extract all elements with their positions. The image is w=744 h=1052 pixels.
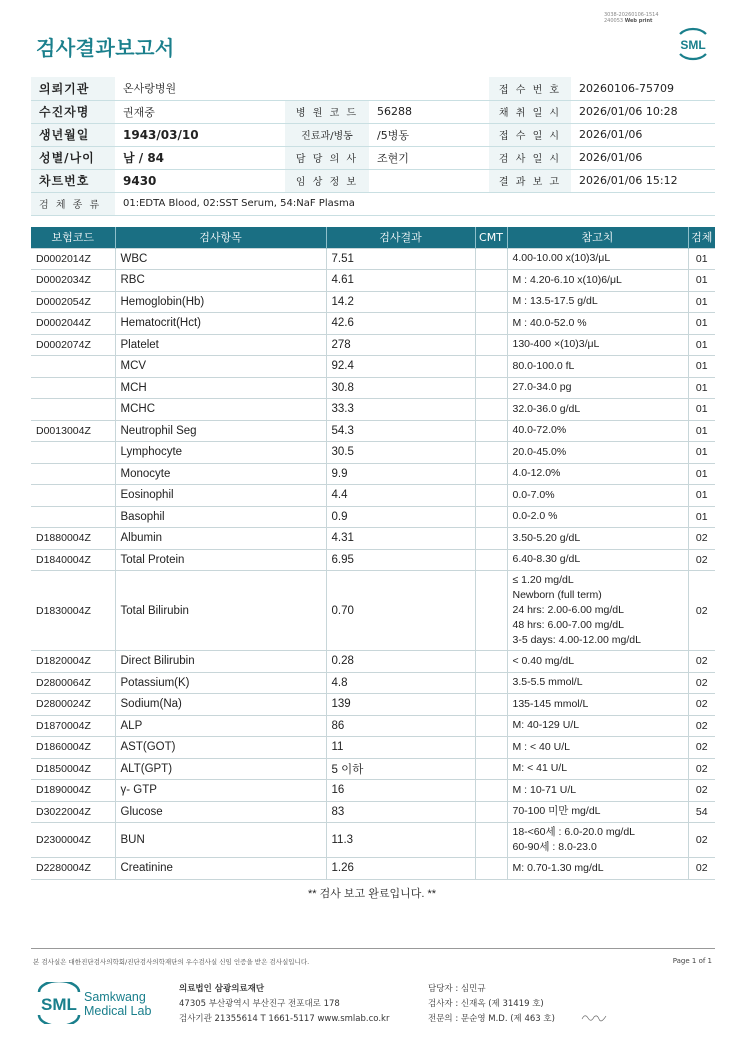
table-row [31,758,715,780]
cell-ref [507,442,688,464]
cell-item: Total Protein [115,549,326,571]
cell-result: 0.9 [326,506,475,528]
ref-line: 3-5 days: 4.00-12.00 mg/dL [512,634,641,646]
cell-code: D1860004Z [31,737,115,759]
cell-ref [507,528,688,550]
logo-top-text: SML [680,38,706,52]
logo-bottom-text: SML [41,995,77,1014]
sex-age: 남 / 84 [115,146,285,169]
cell-specimen: 01 [688,248,715,270]
table-row [31,801,715,823]
chart-number: 9430 [115,169,285,192]
cell-cmt [475,528,507,550]
cell-item: ALP [115,715,326,737]
cell-code: D0002014Z [31,248,115,270]
patient-label: 수진자명 [31,100,115,123]
cell-item: ALT(GPT) [115,758,326,780]
request-org: 온사랑병원 [115,77,489,100]
ref-line: M : 10-71 U/L [512,783,577,796]
ref-line: M : 40.0-52.0 % [512,316,587,329]
ref-line: M : 13.5-17.5 g/dL [512,295,598,308]
cell-result: 42.6 [326,313,475,335]
cell-specimen: 54 [688,801,715,823]
ref-line: M: 40-129 U/L [512,719,580,732]
receipt-date-label: 접 수 일 시 [489,123,571,146]
table-row [31,442,715,464]
cell-item: Albumin [115,528,326,550]
cell-cmt [475,715,507,737]
dept-label: 진료과/병동 [285,123,369,146]
cell-ref [507,858,688,880]
cell-specimen: 01 [688,463,715,485]
hospital-code: 56288 [369,100,489,123]
cell-item: MCH [115,377,326,399]
cell-cmt [475,758,507,780]
cell-specimen: 01 [688,334,715,356]
cell-specimen: 01 [688,442,715,464]
ref-line: M: < 41 U/L [512,762,568,775]
cell-specimen: 01 [688,485,715,507]
doctor-label: 담 당 의 사 [285,146,369,169]
ref-line: 24 hrs: 2.00-6.00 mg/dL [512,604,624,616]
ref-line: 48 hrs: 6.00-7.00 mg/dL [512,619,624,631]
cell-specimen: 01 [688,377,715,399]
footer-divider [31,948,715,949]
cell-cmt [475,672,507,694]
collect-date: 2026/01/06 10:28 [571,100,715,123]
cell-result: 11 [326,737,475,759]
cell-ref [507,463,688,485]
cell-code: D1820004Z [31,651,115,673]
cell-cmt [475,506,507,528]
table-row [31,780,715,802]
cell-ref [507,780,688,802]
col-header-result: 검사결과 [326,227,475,248]
cell-result: 9.9 [326,463,475,485]
cell-specimen: 02 [688,694,715,716]
sml-logo-icon [674,26,712,62]
sex-age-label: 성별/나이 [31,146,115,169]
cell-cmt [475,270,507,292]
ref-line: 4.00-10.00 x(10)3/μL [512,252,611,265]
cell-cmt [475,801,507,823]
hospital-code-label: 병 원 코 드 [285,100,369,123]
table-row [31,377,715,399]
cell-specimen: 01 [688,506,715,528]
cell-specimen: 01 [688,313,715,335]
cell-cmt [475,377,507,399]
patient-info-table [31,77,715,216]
table-row [31,485,715,507]
staff-specialist: 전문의 : 문순영 M.D. (제 463 호) [428,1014,555,1024]
cell-cmt [475,399,507,421]
results-body [31,248,715,879]
logo-name-line2: Medical Lab [84,1004,152,1018]
cell-code: D1870004Z [31,715,115,737]
cell-code [31,463,115,485]
cell-code [31,377,115,399]
ref-line: 40.0-72.0% [512,424,567,437]
doc-id-line1: 3038-20260106-1514 [604,12,659,18]
cell-specimen: 02 [688,758,715,780]
table-row [31,715,715,737]
signature-icon [580,1012,608,1022]
cell-result: 0.70 [326,571,475,651]
cell-result: 4.8 [326,672,475,694]
page-number: Page 1 of 1 [672,957,712,965]
cell-ref [507,672,688,694]
cell-code: D2280004Z [31,858,115,880]
cell-code: D0002074Z [31,334,115,356]
report-complete-text: ** 검사 보고 완료입니다. ** [307,888,437,900]
cell-specimen: 01 [688,399,715,421]
cell-code [31,442,115,464]
dept: /5병동 [369,123,489,146]
receipt-no: 20260106-75709 [571,77,715,100]
staff-info [428,982,555,1027]
cell-item: Glucose [115,801,326,823]
cell-ref [507,270,688,292]
cell-specimen: 01 [688,420,715,442]
col-header-item: 검사항목 [115,227,326,248]
ref-line: 20.0-45.0% [512,445,567,458]
cell-cmt [475,334,507,356]
ref-line: 3.5-5.5 mmol/L [512,676,583,689]
logo-name-line1: Samkwang [84,990,146,1004]
cell-cmt [475,549,507,571]
doc-id-line2: 240053 [604,18,624,24]
table-row [31,291,715,313]
cell-specimen: 02 [688,715,715,737]
samkwang-logo-icon [36,982,176,1024]
cell-item: WBC [115,248,326,270]
cell-result: 4.61 [326,270,475,292]
cell-ref [507,694,688,716]
table-row [31,420,715,442]
cell-code: D0002044Z [31,313,115,335]
cell-item: Platelet [115,334,326,356]
cell-specimen: 01 [688,291,715,313]
document-id [604,12,659,24]
table-row [31,463,715,485]
cell-cmt [475,571,507,651]
cell-item: Basophil [115,506,326,528]
test-date-label: 검 사 일 시 [489,146,571,169]
cell-item: RBC [115,270,326,292]
cell-ref [507,801,688,823]
table-row [31,334,715,356]
ref-line: 6.40-8.30 g/dL [512,553,581,566]
table-row [31,248,715,270]
cell-item: MCHC [115,399,326,421]
corp-info [179,982,389,1027]
report-date: 2026/01/06 15:12 [571,169,715,192]
cell-cmt [475,780,507,802]
cell-specimen: 02 [688,528,715,550]
table-row [31,823,715,858]
cell-item: Monocyte [115,463,326,485]
cell-specimen: 02 [688,737,715,759]
cell-result: 14.2 [326,291,475,313]
cell-result: 4.4 [326,485,475,507]
clinical-label: 임 상 정 보 [285,169,369,192]
table-row [31,651,715,673]
cell-code: D1830004Z [31,571,115,651]
cell-item: γ- GTP [115,780,326,802]
cell-specimen: 02 [688,549,715,571]
cell-cmt [475,313,507,335]
cell-cmt [475,694,507,716]
clinical-info [369,169,489,192]
cell-ref [507,758,688,780]
ref-line: ≤ 1.20 mg/dL [512,574,574,586]
cell-result: 11.3 [326,823,475,858]
cell-item: Eosinophil [115,485,326,507]
cell-ref [507,651,688,673]
corp-contact: 검사기관 21355614 T 1661-5117 www.smlab.co.kr [179,1014,390,1024]
table-row [31,528,715,550]
cell-ref [507,248,688,270]
specimen-types: 01:EDTA Blood, 02:SST Serum, 54:NaF Plasma [115,192,715,215]
cell-ref [507,571,688,651]
corp-address: 47305 부산광역시 부산진구 전포대로 178 [179,999,340,1009]
corp-name: 의료법인 삼광의료재단 [179,984,265,994]
ref-line: 0.0-7.0% [512,488,555,501]
specimen-label: 검 체 종 류 [31,192,115,215]
ref-line: 135-145 mmol/L [512,697,589,710]
cell-cmt [475,442,507,464]
cell-result: 92.4 [326,356,475,378]
test-date: 2026/01/06 [571,146,715,169]
cell-cmt [475,858,507,880]
staff-tester: 검사자 : 신재옥 (제 31419 호) [428,999,544,1009]
page-title: 검사결과보고서 [36,36,175,60]
ref-line: Newborn (full term) [512,589,602,601]
ref-line: 0.0-2.0 % [512,510,558,523]
cell-result: 5 이하 [326,758,475,780]
cell-specimen: 02 [688,780,715,802]
cell-item: Hemoglobin(Hb) [115,291,326,313]
cell-code: D0002054Z [31,291,115,313]
cell-item: Lymphocyte [115,442,326,464]
ref-line: < 0.40 mg/dL [512,654,575,667]
cell-ref [507,823,688,858]
cell-ref [507,715,688,737]
cell-result: 0.28 [326,651,475,673]
cell-cmt [475,356,507,378]
cell-code [31,399,115,421]
cell-code: D3022004Z [31,801,115,823]
ref-line: 70-100 미만 mg/dL [512,805,601,818]
receipt-date: 2026/01/06 [571,123,715,146]
cell-result: 139 [326,694,475,716]
col-header-specimen: 검체 [688,227,715,248]
request-org-label: 의뢰기관 [31,77,115,100]
cell-code: D1890004Z [31,780,115,802]
cell-result: 16 [326,780,475,802]
ref-line: 3.50-5.20 g/dL [512,531,581,544]
ref-line: 27.0-34.0 pg [512,381,572,394]
cell-ref [507,506,688,528]
cell-specimen: 02 [688,651,715,673]
cell-result: 6.95 [326,549,475,571]
table-row [31,270,715,292]
col-header-cmt: CMT [475,227,507,248]
cell-specimen: 02 [688,571,715,651]
cell-ref [507,485,688,507]
cell-code: D2800064Z [31,672,115,694]
cell-code: D1850004Z [31,758,115,780]
ref-line: M : < 40 U/L [512,740,570,753]
cell-ref [507,377,688,399]
ref-line: 4.0-12.0% [512,467,561,480]
table-row [31,399,715,421]
col-header-code: 보험코드 [31,227,115,248]
cell-code: D1840004Z [31,549,115,571]
table-row [31,313,715,335]
cell-cmt [475,823,507,858]
certification-note: 본 검사실은 대한진단검사의학회/진단검사의학재단의 우수검사실 신임 인증을 받은 검사실입니다. [33,958,310,966]
web-print-label: Web print [624,18,653,24]
cell-code: D2300004Z [31,823,115,858]
cell-specimen: 01 [688,270,715,292]
cell-code [31,485,115,507]
table-row [31,356,715,378]
cell-result: 7.51 [326,248,475,270]
cell-item: Direct Bilirubin [115,651,326,673]
cell-item: MCV [115,356,326,378]
cell-cmt [475,291,507,313]
cell-result: 30.8 [326,377,475,399]
cell-item: Hematocrit(Hct) [115,313,326,335]
cell-item: Potassium(K) [115,672,326,694]
cell-item: Total Bilirubin [115,571,326,651]
table-row [31,858,715,880]
cell-result: 1.26 [326,858,475,880]
table-row [31,672,715,694]
cell-code: D1880004Z [31,528,115,550]
cell-specimen: 02 [688,858,715,880]
cell-specimen: 01 [688,356,715,378]
birth-label: 생년월일 [31,123,115,146]
cell-result: 33.3 [326,399,475,421]
ref-line: 32.0-36.0 g/dL [512,402,581,415]
report-date-label: 결 과 보 고 [489,169,571,192]
cell-ref [507,356,688,378]
cell-result: 4.31 [326,528,475,550]
table-row [31,571,715,651]
cell-cmt [475,420,507,442]
cell-ref [507,313,688,335]
col-header-ref: 참고치 [507,227,688,248]
cell-ref [507,399,688,421]
ref-line: 130-400 ×(10)3/μL [512,338,600,351]
cell-cmt [475,651,507,673]
cell-code [31,506,115,528]
chart-label: 차트번호 [31,169,115,192]
cell-item: AST(GOT) [115,737,326,759]
cell-ref [507,737,688,759]
receipt-no-label: 접 수 번 호 [489,77,571,100]
cell-code [31,356,115,378]
table-row [31,694,715,716]
cell-ref [507,420,688,442]
cell-cmt [475,737,507,759]
cell-ref [507,291,688,313]
cell-code: D0013004Z [31,420,115,442]
birth-date: 1943/03/10 [115,123,285,146]
cell-code: D0002034Z [31,270,115,292]
cell-result: 54.3 [326,420,475,442]
cell-result: 278 [326,334,475,356]
patient-name: 권재중 [115,100,285,123]
cell-ref [507,334,688,356]
cell-cmt [475,485,507,507]
table-row [31,506,715,528]
cell-item: BUN [115,823,326,858]
doctor: 조현기 [369,146,489,169]
table-row [31,737,715,759]
cell-item: Neutrophil Seg [115,420,326,442]
ref-line: 60-90세 : 8.0-23.0 [512,841,597,853]
cell-code: D2800024Z [31,694,115,716]
cell-specimen: 02 [688,672,715,694]
collect-date-label: 채 취 일 시 [489,100,571,123]
ref-line: 18-<60세 : 6.0-20.0 mg/dL [512,826,636,838]
cell-item: Sodium(Na) [115,694,326,716]
cell-item: Creatinine [115,858,326,880]
cell-result: 30.5 [326,442,475,464]
table-row [31,549,715,571]
cell-ref [507,549,688,571]
staff-manager: 담당자 : 심민규 [428,984,486,994]
cell-cmt [475,248,507,270]
results-table [31,227,715,880]
cell-result: 86 [326,715,475,737]
cell-specimen: 02 [688,823,715,858]
ref-line: 80.0-100.0 fL [512,359,575,372]
ref-line: M : 4.20-6.10 x(10)6/μL [512,273,622,286]
cell-cmt [475,463,507,485]
cell-result: 83 [326,801,475,823]
ref-line: M: 0.70-1.30 mg/dL [512,861,604,874]
